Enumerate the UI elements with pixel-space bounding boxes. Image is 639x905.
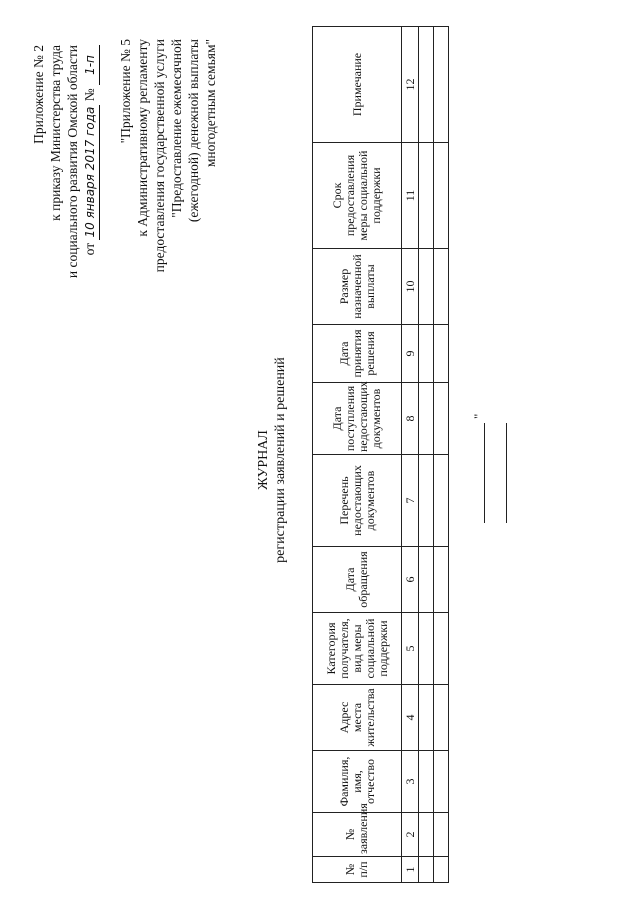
empty-cell <box>419 613 434 685</box>
col-header: Дата обращения <box>313 547 402 613</box>
empty-cell <box>419 27 434 143</box>
empty-cell <box>419 547 434 613</box>
empty-cell <box>434 455 449 547</box>
col-header: Дата принятия решения <box>313 325 402 383</box>
ot-label: от <box>82 242 97 256</box>
empty-cell <box>434 813 449 857</box>
empty-cell <box>434 143 449 249</box>
empty-cell <box>419 325 434 383</box>
empty-cell <box>434 613 449 685</box>
number-sign: № <box>82 88 97 102</box>
appendix-2-header <box>30 45 100 325</box>
column-number: 3 <box>402 751 419 813</box>
col-header: Срок предоставления меры социальной поддержки <box>313 143 402 249</box>
column-number: 5 <box>402 613 419 685</box>
appendix-5-header <box>117 39 219 355</box>
handwritten-date: 10 января 2017 года <box>82 105 100 240</box>
column-number: 4 <box>402 685 419 751</box>
journal-subtitle: регистрации заявлений и решений <box>273 357 288 563</box>
column-number: 9 <box>402 325 419 383</box>
empty-cell <box>419 751 434 813</box>
appendix-2-line2: к приказу Министерства труда <box>48 45 63 221</box>
column-number-row <box>402 27 419 883</box>
col-header: Фамилия, имя, отчество <box>313 751 402 813</box>
journal-heading <box>255 295 289 625</box>
empty-cell <box>434 751 449 813</box>
closing-marks <box>471 403 510 523</box>
column-number: 12 <box>402 27 419 143</box>
col-header: № заявления <box>313 813 402 857</box>
col-header: Примечание <box>313 27 402 143</box>
col-header: Размер назначенной выплаты <box>313 249 402 325</box>
empty-cell <box>419 383 434 455</box>
appendix-5-line5: (ежегодной) денежной выплаты <box>186 39 201 223</box>
empty-cell <box>419 685 434 751</box>
appendix-2-line1: Приложение № 2 <box>31 45 46 144</box>
table-row <box>434 27 449 883</box>
journal-title: ЖУРНАЛ <box>256 430 271 490</box>
empty-cell <box>434 547 449 613</box>
table-header-row <box>313 27 402 883</box>
empty-cell <box>419 143 434 249</box>
closing-line <box>484 423 485 523</box>
empty-cell <box>434 249 449 325</box>
appendix-5-line4: "Предоставление ежемесячной <box>169 39 184 218</box>
empty-cell <box>419 455 434 547</box>
column-number: 6 <box>402 547 419 613</box>
empty-cell <box>434 383 449 455</box>
column-number: 8 <box>402 383 419 455</box>
column-number: 1 <box>402 857 419 883</box>
col-header: Дата поступления недостающих документов <box>313 383 402 455</box>
column-number: 11 <box>402 143 419 249</box>
empty-cell <box>434 325 449 383</box>
appendix-5-line2: к Административному регламенту <box>135 39 150 237</box>
col-header: Адрес места жительства <box>313 685 402 751</box>
col-header: Категория получателя, вид меры социальной поддержки <box>313 613 402 685</box>
col-header: Перечень недостающих документов <box>313 455 402 547</box>
empty-cell <box>434 27 449 143</box>
appendix-5-line1: "Приложение № 5 <box>118 39 133 144</box>
appendix-2-date-line <box>81 45 100 325</box>
table-row <box>419 27 434 883</box>
empty-cell <box>434 857 449 883</box>
empty-cell <box>419 249 434 325</box>
registration-table <box>312 26 449 883</box>
handwritten-number: 1-п <box>82 45 100 85</box>
appendix-2-line3: и социального развития Омской области <box>65 45 80 279</box>
appendix-5-line3: предоставления государственной услуги <box>152 39 167 273</box>
column-number: 10 <box>402 249 419 325</box>
column-number: 2 <box>402 813 419 857</box>
closing-quote: " <box>471 413 486 419</box>
empty-cell <box>419 813 434 857</box>
empty-cell <box>419 857 434 883</box>
col-header: № п/п <box>313 857 402 883</box>
closing-line <box>506 423 507 523</box>
column-number: 7 <box>402 455 419 547</box>
empty-cell <box>434 685 449 751</box>
appendix-5-line6: многодетным семьям" <box>203 39 218 168</box>
